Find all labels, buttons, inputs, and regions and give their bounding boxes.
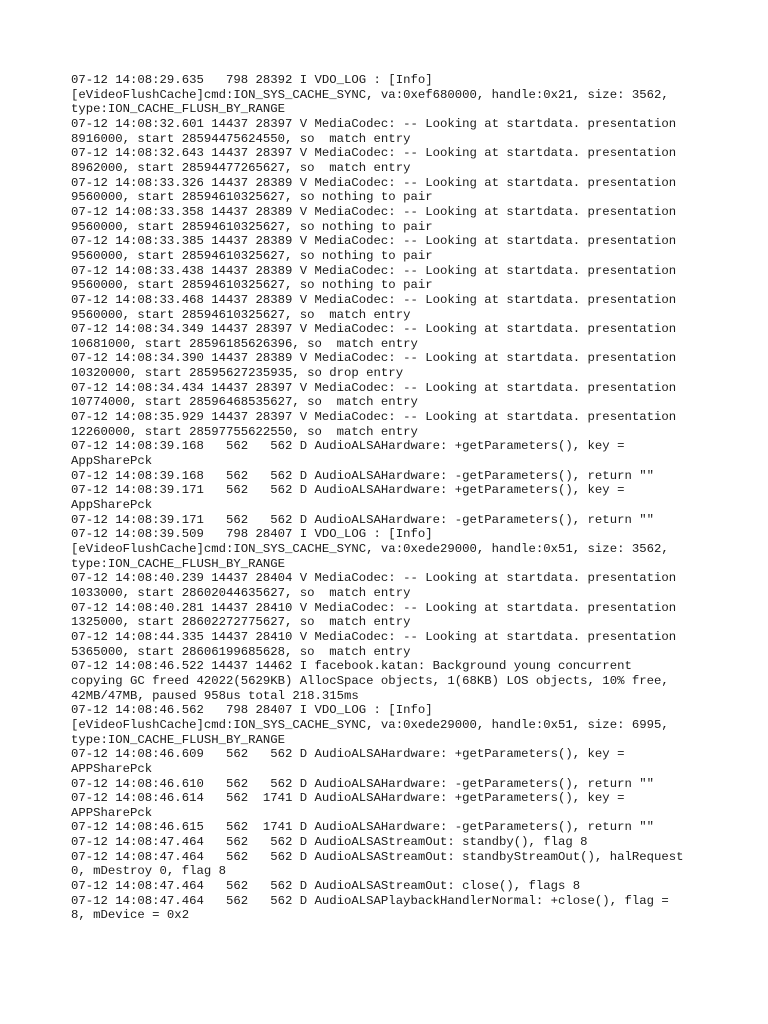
log-line: 07-12 14:08:39.168 562 562 D AudioALSAHardware: -getParameters(), return "" [71,468,654,483]
log-line: 07-12 14:08:47.464 562 562 D AudioALSAStreamOut: standbyStreamOut(), halRequest [71,849,684,864]
log-line: 8, mDevice = 0x2 [71,908,190,923]
log-line: 1325000, start 28602272775627, so match entry [71,615,411,630]
log-line: 07-12 14:08:33.385 14437 28389 V MediaCodec: -- Looking at startdata. presentation [71,234,677,249]
log-line: 9560000, start 28594610325627, so nothing to pair [71,190,433,205]
log-line: 07-12 14:08:33.326 14437 28389 V MediaCodec: -- Looking at startdata. presentation [71,175,677,190]
log-line: 9560000, start 28594610325627, so match entry [71,307,411,322]
log-line: 07-12 14:08:44.335 14437 28410 V MediaCodec: -- Looking at startdata. presentation [71,629,677,644]
log-line: 07-12 14:08:46.522 14437 14462 I facebook.katan: Background young concurrent [71,659,632,674]
log-line: 8962000, start 28594477265627, so match entry [71,160,411,175]
log-line: 07-12 14:08:47.464 562 562 D AudioALSAPlaybackHandlerNormal: +close(), flag = [71,893,669,908]
log-line: 07-12 14:08:33.468 14437 28389 V MediaCodec: -- Looking at startdata. presentation [71,292,677,307]
log-line: type:ION_CACHE_FLUSH_BY_RANGE [71,556,286,571]
log-line: 07-12 14:08:40.239 14437 28404 V MediaCodec: -- Looking at startdata. presentation [71,571,677,586]
log-line: 07-12 14:08:35.929 14437 28397 V MediaCodec: -- Looking at startdata. presentation [71,410,677,425]
log-line: 07-12 14:08:33.438 14437 28389 V MediaCodec: -- Looking at startdata. presentation [71,263,677,278]
log-line: APPSharePck [71,805,153,820]
log-line: 07-12 14:08:34.349 14437 28397 V MediaCodec: -- Looking at startdata. presentation [71,322,677,337]
log-line: 10774000, start 28596468535627, so match entry [71,395,418,410]
log-line: 07-12 14:08:34.390 14437 28389 V MediaCodec: -- Looking at startdata. presentation [71,351,677,366]
log-line: 07-12 14:08:39.171 562 562 D AudioALSAHardware: -getParameters(), return "" [71,512,654,527]
log-line: 07-12 14:08:46.562 798 28407 I VDO_LOG : [Info] [71,703,433,718]
log-line: 10681000, start 28596185626396, so match entry [71,336,418,351]
log-line: AppSharePck [71,454,153,469]
log-line: 07-12 14:08:29.635 798 28392 I VDO_LOG : [Info] [71,73,433,87]
log-line: 07-12 14:08:47.464 562 562 D AudioALSAStreamOut: close(), flags 8 [71,879,581,894]
log-line: 12260000, start 28597755622550, so match entry [71,424,418,439]
log-line: 07-12 14:08:46.614 562 1741 D AudioALSAHardware: +getParameters(), key = [71,791,625,806]
log-line: type:ION_CACHE_FLUSH_BY_RANGE [71,732,286,747]
log-line: APPSharePck [71,761,153,776]
log-line: [eVideoFlushCache]cmd:ION_SYS_CACHE_SYNC, va:0xede29000, handle:0x51, size: 3562, [71,542,669,556]
log-line: type:ION_CACHE_FLUSH_BY_RANGE [71,102,286,117]
log-line: AppSharePck [71,498,153,513]
log-line: 07-12 14:08:39.509 798 28407 I VDO_LOG : [Info] [71,527,433,542]
log-line: 9560000, start 28594610325627, so nothing to pair [71,278,433,293]
log-line: 07-12 14:08:33.358 14437 28389 V MediaCodec: -- Looking at startdata. presentation [71,204,677,219]
log-line: 8916000, start 28594475624550, so match entry [71,131,411,146]
log-document [71,73,731,923]
log-line: 07-12 14:08:47.464 562 562 D AudioALSAStreamOut: standby(), flag 8 [71,835,588,850]
log-line: 07-12 14:08:39.168 562 562 D AudioALSAHardware: +getParameters(), key = [71,439,625,454]
log-line: 0, mDestroy 0, flag 8 [71,864,226,879]
log-line: copying GC freed 42022(5629KB) AllocSpace objects, 1(68KB) LOS objects, 10% free, [71,673,669,688]
log-line: 9560000, start 28594610325627, so nothing to pair [71,248,433,263]
log-line: 1033000, start 28602044635627, so match entry [71,585,411,600]
log-line: 07-12 14:08:32.601 14437 28397 V MediaCodec: -- Looking at startdata. presentation [71,116,677,131]
log-line: 07-12 14:08:39.171 562 562 D AudioALSAHardware: +getParameters(), key = [71,483,625,498]
log-line: 5365000, start 28606199685628, so match entry [71,644,411,659]
log-line: 07-12 14:08:46.615 562 1741 D AudioALSAHardware: -getParameters(), return "" [71,820,654,835]
log-line: 07-12 14:08:46.610 562 562 D AudioALSAHardware: -getParameters(), return "" [71,776,654,791]
log-line: 9560000, start 28594610325627, so nothing to pair [71,219,433,234]
log-line: 07-12 14:08:40.281 14437 28410 V MediaCodec: -- Looking at startdata. presentation [71,600,677,615]
log-line: 42MB/47MB, paused 958us total 218.315ms [71,688,359,703]
log-line: 07-12 14:08:34.434 14437 28397 V MediaCodec: -- Looking at startdata. presentation [71,380,677,395]
log-line: 07-12 14:08:32.643 14437 28397 V MediaCodec: -- Looking at startdata. presentation [71,146,677,161]
log-line: [eVideoFlushCache]cmd:ION_SYS_CACHE_SYNC, va:0xede29000, handle:0x51, size: 6995, [71,717,669,732]
log-line: [eVideoFlushCache]cmd:ION_SYS_CACHE_SYNC, va:0xef680000, handle:0x21, size: 3562, [71,87,669,102]
log-line: 07-12 14:08:46.609 562 562 D AudioALSAHardware: +getParameters(), key = [71,747,625,762]
log-line: 10320000, start 28595627235935, so drop entry [71,366,404,381]
